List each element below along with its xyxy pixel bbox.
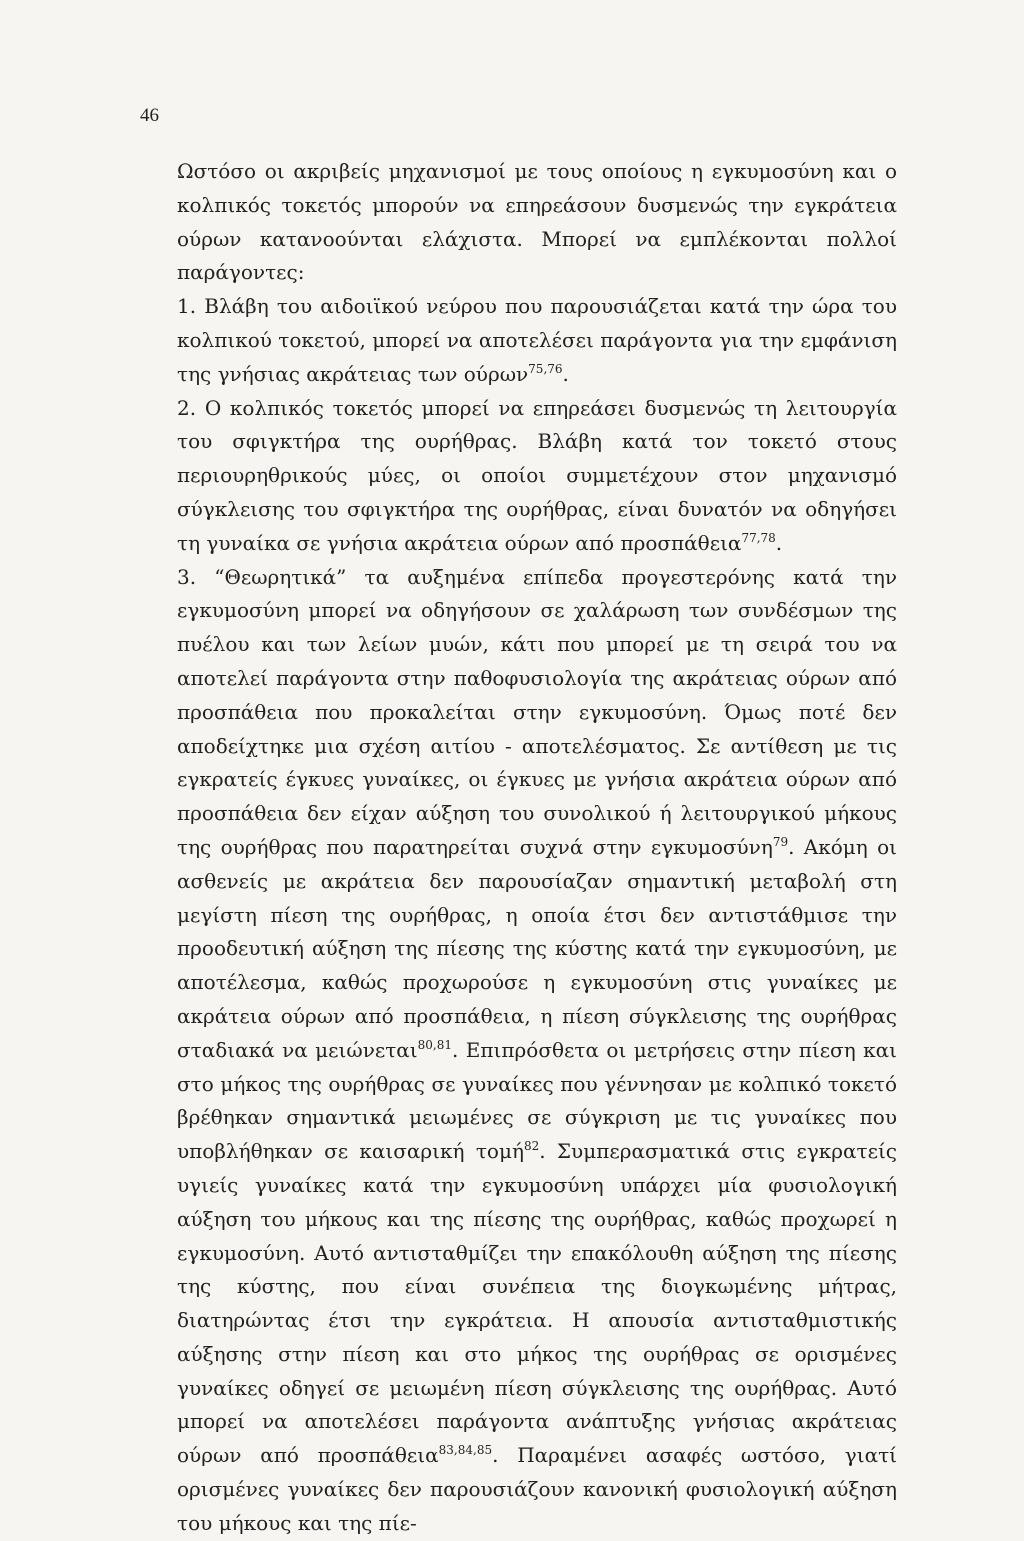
reference-superscript: 80,81 — [417, 1037, 452, 1052]
body-text — [177, 155, 897, 1541]
list-item-number: 2. — [177, 395, 197, 420]
list-item-text: . Ακόμη οι ασθενείς με ακράτεια δεν παρουσίαζαν σημαντική μεταβολή στη μεγίστη πίεση της ουρήθρας, η οποία έτσι δεν αντιστάθμισε την προοδευτική αύξηση της πίεσης της κύστης κατά την εγκυμοσύνη, με αποτέλεσμα, καθώς προχωρούσε η εγκυμοσύνη στις γυναίκες με ακράτεια ούρων από προσπάθεια, η πίεση σύγκλεισης της ουρήθρας σταδιακά να μειώνεται — [177, 834, 897, 1062]
list-item-text: Ο κολπικός τοκετός μπορεί να επηρεάσει δυσμενώς τη λειτουργία του σφιγκτήρα της ουρήθρας. Βλάβη κατά τον τοκετό στους περιουρηθρικούς μύες, οι οποίοι συμμετέχουν στον μηχανισμό σύγκλεισης του σφιγκτήρα της ουρήθρας, είναι δυνατόν να οδηγήσει τη γυναίκα σε γνήσια ακράτεια ούρων από προσπάθεια — [177, 395, 897, 555]
list-item-text: . Επιπρόσθετα οι μετρήσεις στην πίεση και στο μήκος της ουρήθρας σε γυναίκες που γέννησαν με κολπικό τοκετό βρέθηκαν σημαντικά μειωμένες σε σύγκριση με τις γυναίκες που υποβλήθηκαν σε καισαρική τομή — [177, 1037, 897, 1164]
intro-paragraph: Ωστόσο οι ακριβείς μηχανισμοί με τους οποίους η εγκυμοσύνη και ο κολπικός τοκετός μπορούν να επηρεάσουν δυσμενώς την εγκράτεια ούρων κατανοούνται ελάχιστα. Μπορεί να εμπλέκονται πολλοί παράγοντες: — [177, 159, 897, 285]
list-item-text: . Παραμένει ασαφές ωστόσο, γιατί ορισμένες γυναίκες δεν παρουσιάζουν κανονική φυσιολογική αύξηση του μήκους και της πίε- — [177, 1443, 898, 1535]
list-item-number: 3. — [177, 564, 197, 589]
list-item-text: Βλάβη του αιδοιϊκού νεύρου που παρουσιάζεται κατά την ώρα του κολπικού τοκετού, μπορεί να αποτελέσει παράγοντα για την εμφάνιση της γνήσιας ακράτειας των ούρων — [177, 294, 897, 386]
reference-superscript: 75,76 — [528, 361, 563, 376]
reference-superscript: 83,84,85 — [438, 1443, 493, 1458]
sentence-end: . — [562, 361, 569, 386]
reference-superscript: 77,78 — [741, 530, 776, 545]
list-item-number: 1. — [177, 294, 197, 319]
list-item-2 — [177, 392, 897, 561]
sentence-end: . — [775, 530, 783, 555]
list-item-3 — [177, 561, 897, 1541]
list-item-1 — [177, 290, 897, 391]
reference-superscript: 82 — [523, 1139, 540, 1154]
reference-superscript: 79 — [772, 834, 789, 849]
page-number: 46 — [140, 105, 159, 126]
list-item-text: “Θεωρητικά” τα αυξημένα επίπεδα προγεστερόνης κατά την εγκυμοσύνη μπορεί να οδηγήσουν σε χαλάρωση των συνδέσμων της πυέλου και των λείων μυών, κάτι που μπορεί με τη σειρά του να αποτελεί παράγοντα στην παθοφυσιολογία της ακράτειας ούρων από προσπάθεια που προκαλείται στην εγκυμοσύνη. Όμως ποτέ δεν αποδείχτηκε μια σχέση αιτίου - αποτελέσματος. Σε αντίθεση με τις εγκρατείς έγκυες γυναίκες, οι έγκυες με γνήσια ακράτεια ούρων από προσπάθεια δεν είχαν αύξηση του συνολικού ή λειτουργικού μήκους της ουρήθρας που παρατηρείται συχνά στην εγκυμοσύνη — [177, 564, 897, 859]
list-item-text: . Συμπερασματικά στις εγκρατείς υγιείς γυναίκες κατά την εγκυμοσύνη υπάρχει μία φυσιολογική αύξηση του μήκους και της πίεσης της ουρήθρας, καθώς προχωρεί η εγκυμοσύνη. Αυτό αντισταθμίζει την επακόλουθη αύξηση της πίεσης της κύστης, που είναι συνέπεια της διογκωμένης μήτρας, διατηρώντας έτσι την εγκράτεια. Η απουσία αντισταθμιστικής αύξησης στην πίεση και στο μήκος της ουρήθρας σε ορισμένες γυναίκες οδηγεί σε μειωμένη πίεση σύγκλεισης της ουρήθρας. Αυτό μπορεί να αποτελέσει παράγοντα ανάπτυξης γνήσιας ακράτειας ούρων από προσπάθεια — [177, 1139, 898, 1468]
